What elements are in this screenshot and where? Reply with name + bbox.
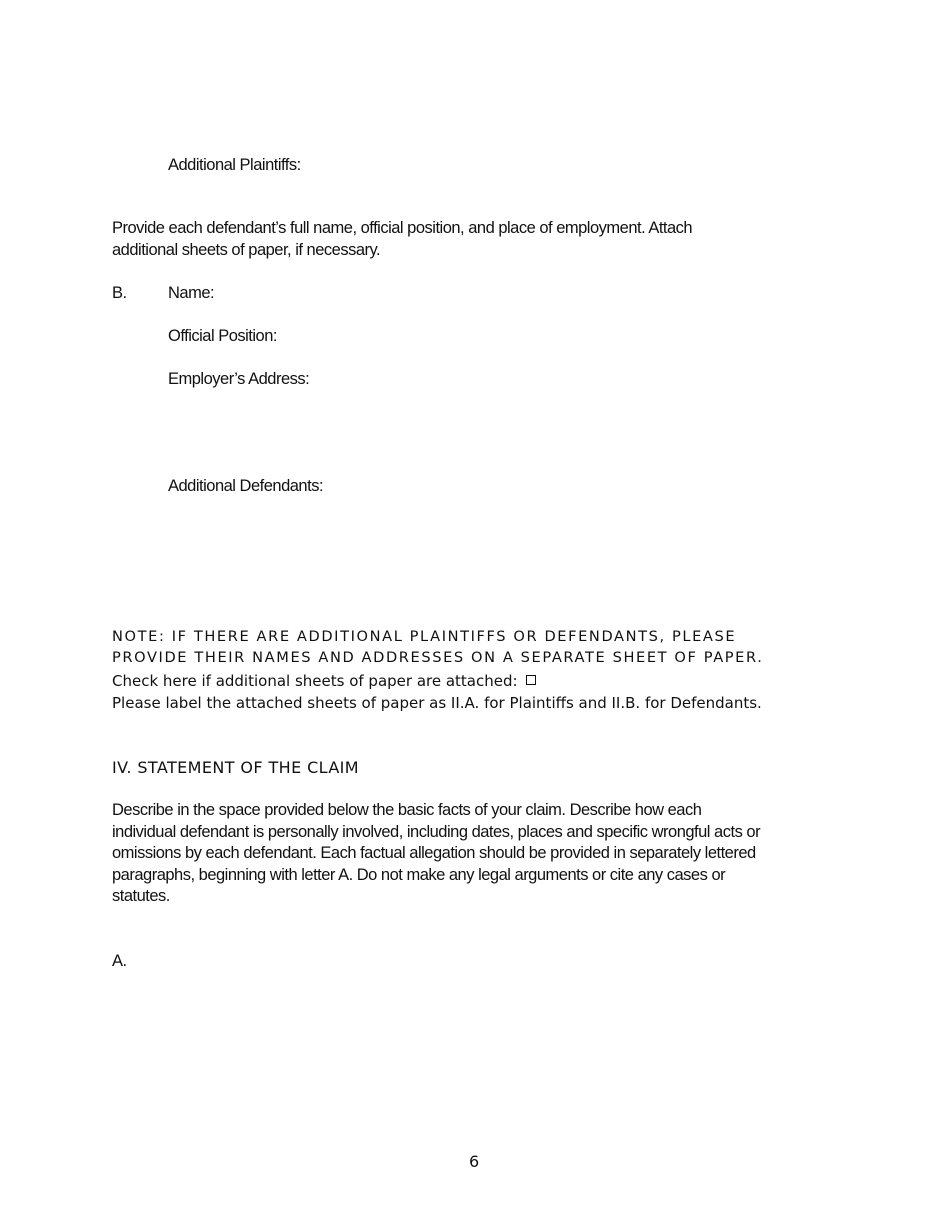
instruction-line: Provide each defendant’s full name, official position, and place of employment. Attach: [112, 219, 693, 237]
additional-defendants-label: Additional Defendants:: [168, 477, 324, 495]
label-instructions: Please label the attached sheets of paper as II.A. for Plaintiffs and II.B. for Defendants.: [112, 694, 762, 712]
check-attached-text: Check here if additional sheets of paper are attached:: [112, 672, 518, 690]
instruction-line: individual defendant is personally involved, including dates, places and specific wrongful acts or: [112, 822, 761, 841]
instruction-line: paragraphs, beginning with letter A. Do not make any legal arguments or cite any cases or: [112, 865, 726, 884]
instruction-line: statutes.: [112, 887, 170, 905]
check-attached-line: [112, 671, 536, 692]
paragraph-a-label: A.: [112, 952, 127, 970]
employer-address-label: Employer’s Address:: [168, 370, 310, 388]
section-b-label: B.: [112, 284, 127, 302]
note-line-2: PROVIDE THEIR NAMES AND ADDRESSES ON A SEPARATE SHEET OF PAPER.: [112, 649, 764, 666]
attached-sheets-checkbox[interactable]: [526, 675, 536, 685]
statement-of-claim-heading: IV. STATEMENT OF THE CLAIM: [112, 758, 359, 777]
instruction-line: additional sheets of paper, if necessary.: [112, 240, 381, 259]
official-position-label: Official Position:: [168, 327, 277, 345]
instruction-line: omissions by each defendant. Each factual allegation should be provided in separately lettered: [112, 844, 756, 862]
name-label: Name:: [168, 284, 215, 302]
note-line-1: NOTE: IF THERE ARE ADDITIONAL PLAINTIFFS OR DEFENDANTS, PLEASE: [112, 628, 737, 645]
page-number: 6: [469, 1152, 480, 1171]
instruction-line: Describe in the space provided below the basic facts of your claim. Describe how each: [112, 801, 702, 819]
defendant-instructions: [112, 218, 692, 261]
additional-plaintiffs-label: Additional Plaintiffs:: [168, 156, 301, 174]
claim-instructions: [112, 800, 760, 908]
